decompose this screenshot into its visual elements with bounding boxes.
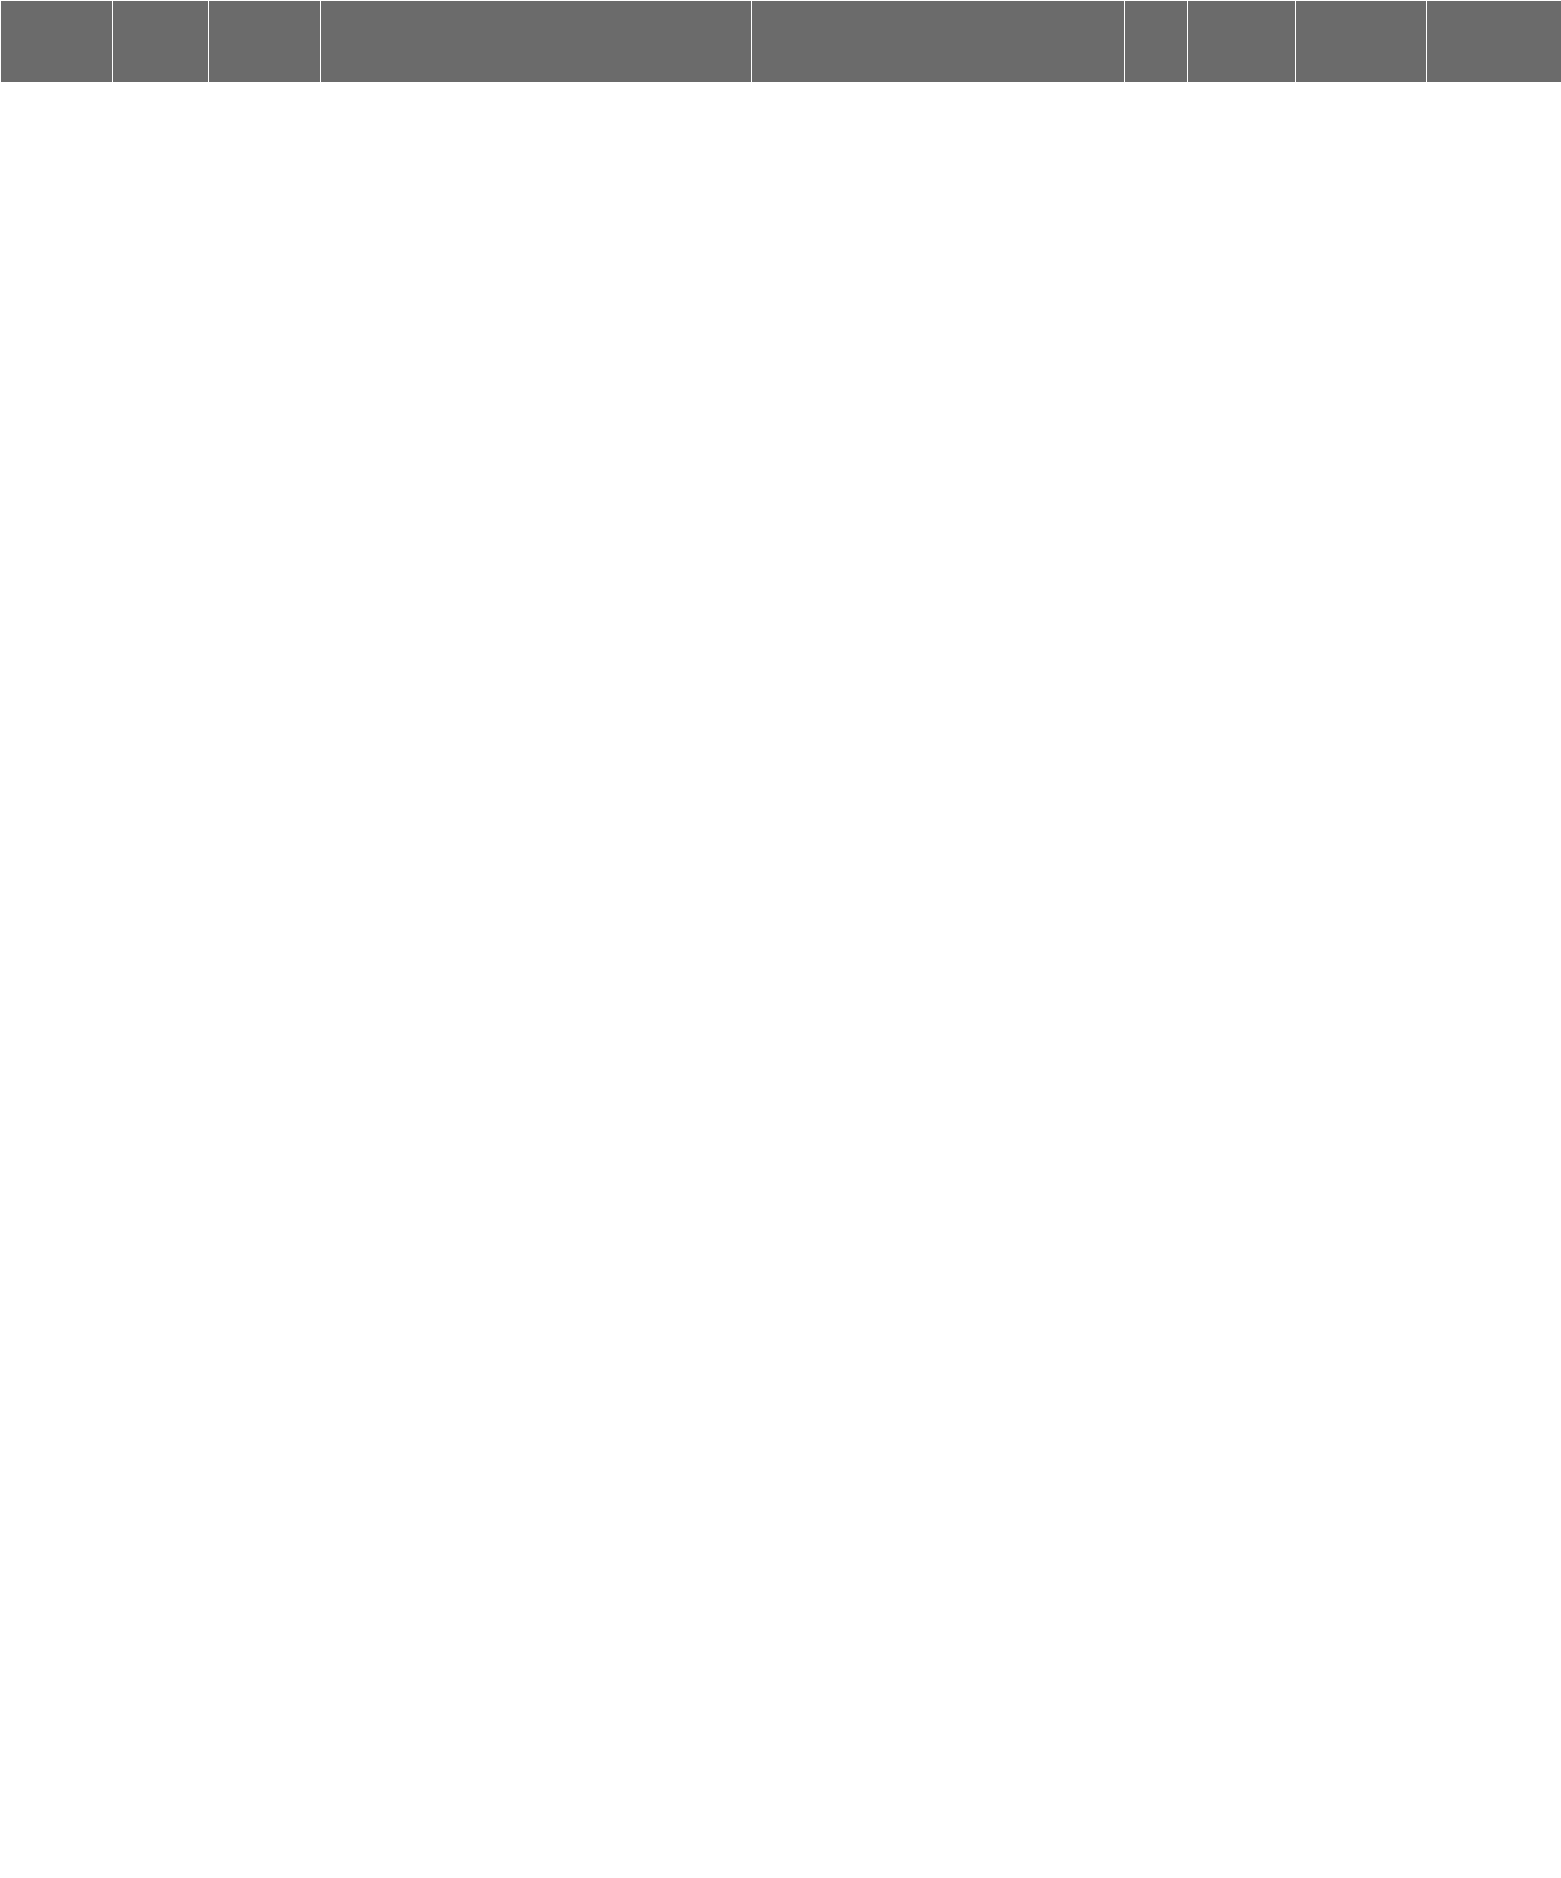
col-header-case xyxy=(1,1,113,83)
prenatal-cnv-table xyxy=(0,0,1561,83)
col-header-gestational-weeks xyxy=(209,1,321,83)
header-row xyxy=(1,1,1561,83)
col-header-inheritance xyxy=(1296,1,1427,83)
col-header-size xyxy=(1125,1,1188,83)
col-header-maternal-age xyxy=(113,1,209,83)
col-header-cnv-results xyxy=(752,1,1125,83)
col-header-fetal-karyotype xyxy=(1188,1,1296,83)
col-header-indications xyxy=(321,1,752,83)
col-header-pregnancy-outcome xyxy=(1427,1,1561,83)
